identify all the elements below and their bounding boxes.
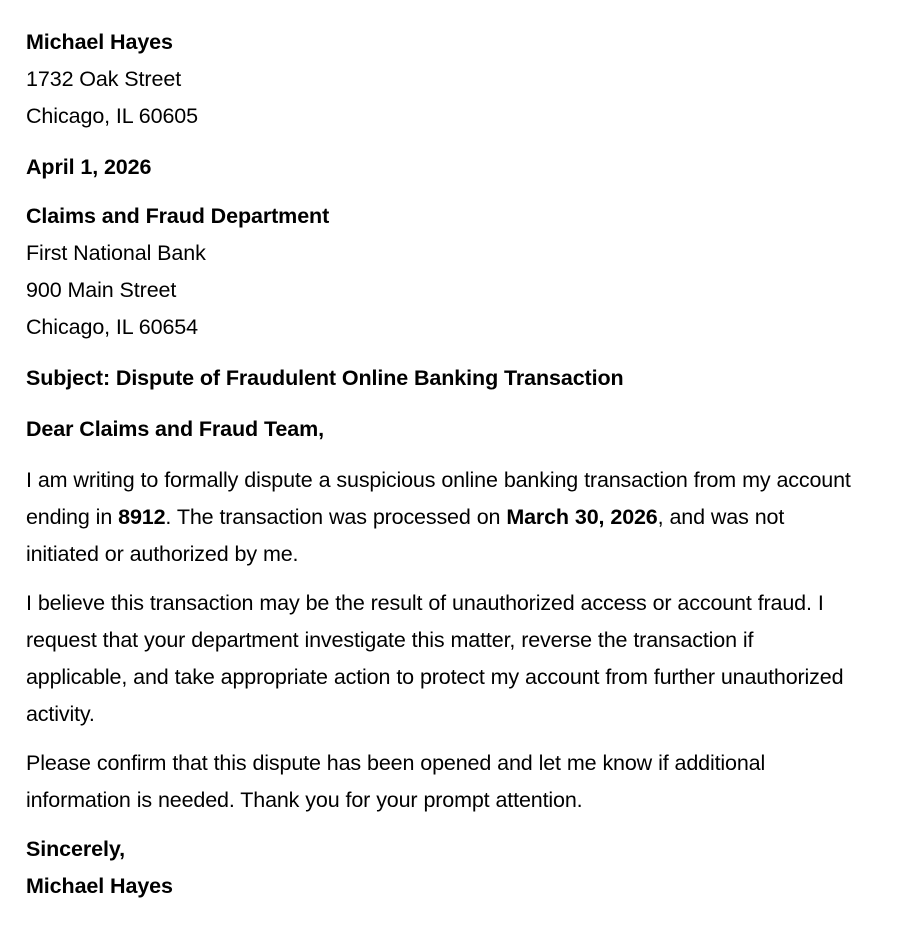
subject-block xyxy=(26,360,854,397)
salutation: Dear Claims and Fraud Team, xyxy=(26,417,324,441)
sender-name: Michael Hayes xyxy=(26,30,173,54)
body-paragraph-2: I believe this transaction may be the result of unauthorized access or account fraud. I request that your department investigate this matter, reverse the transaction if applicable, and take appropriate action to protect my account from further unauthorized activity. xyxy=(26,591,844,726)
recipient-street: 900 Main Street xyxy=(26,278,177,302)
sender-address-block xyxy=(26,24,854,135)
salutation-block xyxy=(26,411,854,448)
valediction: Sincerely, xyxy=(26,837,125,861)
recipient-organization: First National Bank xyxy=(26,241,206,265)
account-last-four: 8912 xyxy=(118,505,166,529)
closing-block xyxy=(26,831,854,905)
recipient-address-block xyxy=(26,198,854,346)
paragraph-1-segment-1: I am writing to formally dispute a suspicious online banking transaction from my account ending in xyxy=(26,468,851,529)
sender-city-state-zip: Chicago, IL 60605 xyxy=(26,104,199,128)
recipient-city-state-zip: Chicago, IL 60654 xyxy=(26,315,199,339)
sender-street: 1732 Oak Street xyxy=(26,67,182,91)
transaction-date: March 30, 2026 xyxy=(506,505,658,529)
body-paragraph-3: Please confirm that this dispute has been opened and let me know if additional information is needed. Thank you for your prompt attention. xyxy=(26,751,766,812)
paragraph-1-segment-2: . The transaction was processed on xyxy=(165,505,507,529)
subject-line: Subject: Dispute of Fraudulent Online Banking Transaction xyxy=(26,366,624,390)
recipient-department: Claims and Fraud Department xyxy=(26,204,330,228)
body-paragraph-1 xyxy=(26,462,854,573)
signature-name: Michael Hayes xyxy=(26,874,173,898)
letter-date: April 1, 2026 xyxy=(26,155,152,179)
letter-date-block xyxy=(26,149,854,186)
letter-body xyxy=(26,24,854,920)
paragraph-1-segment-3: , and was not initiated or authorized by me. xyxy=(26,505,785,566)
